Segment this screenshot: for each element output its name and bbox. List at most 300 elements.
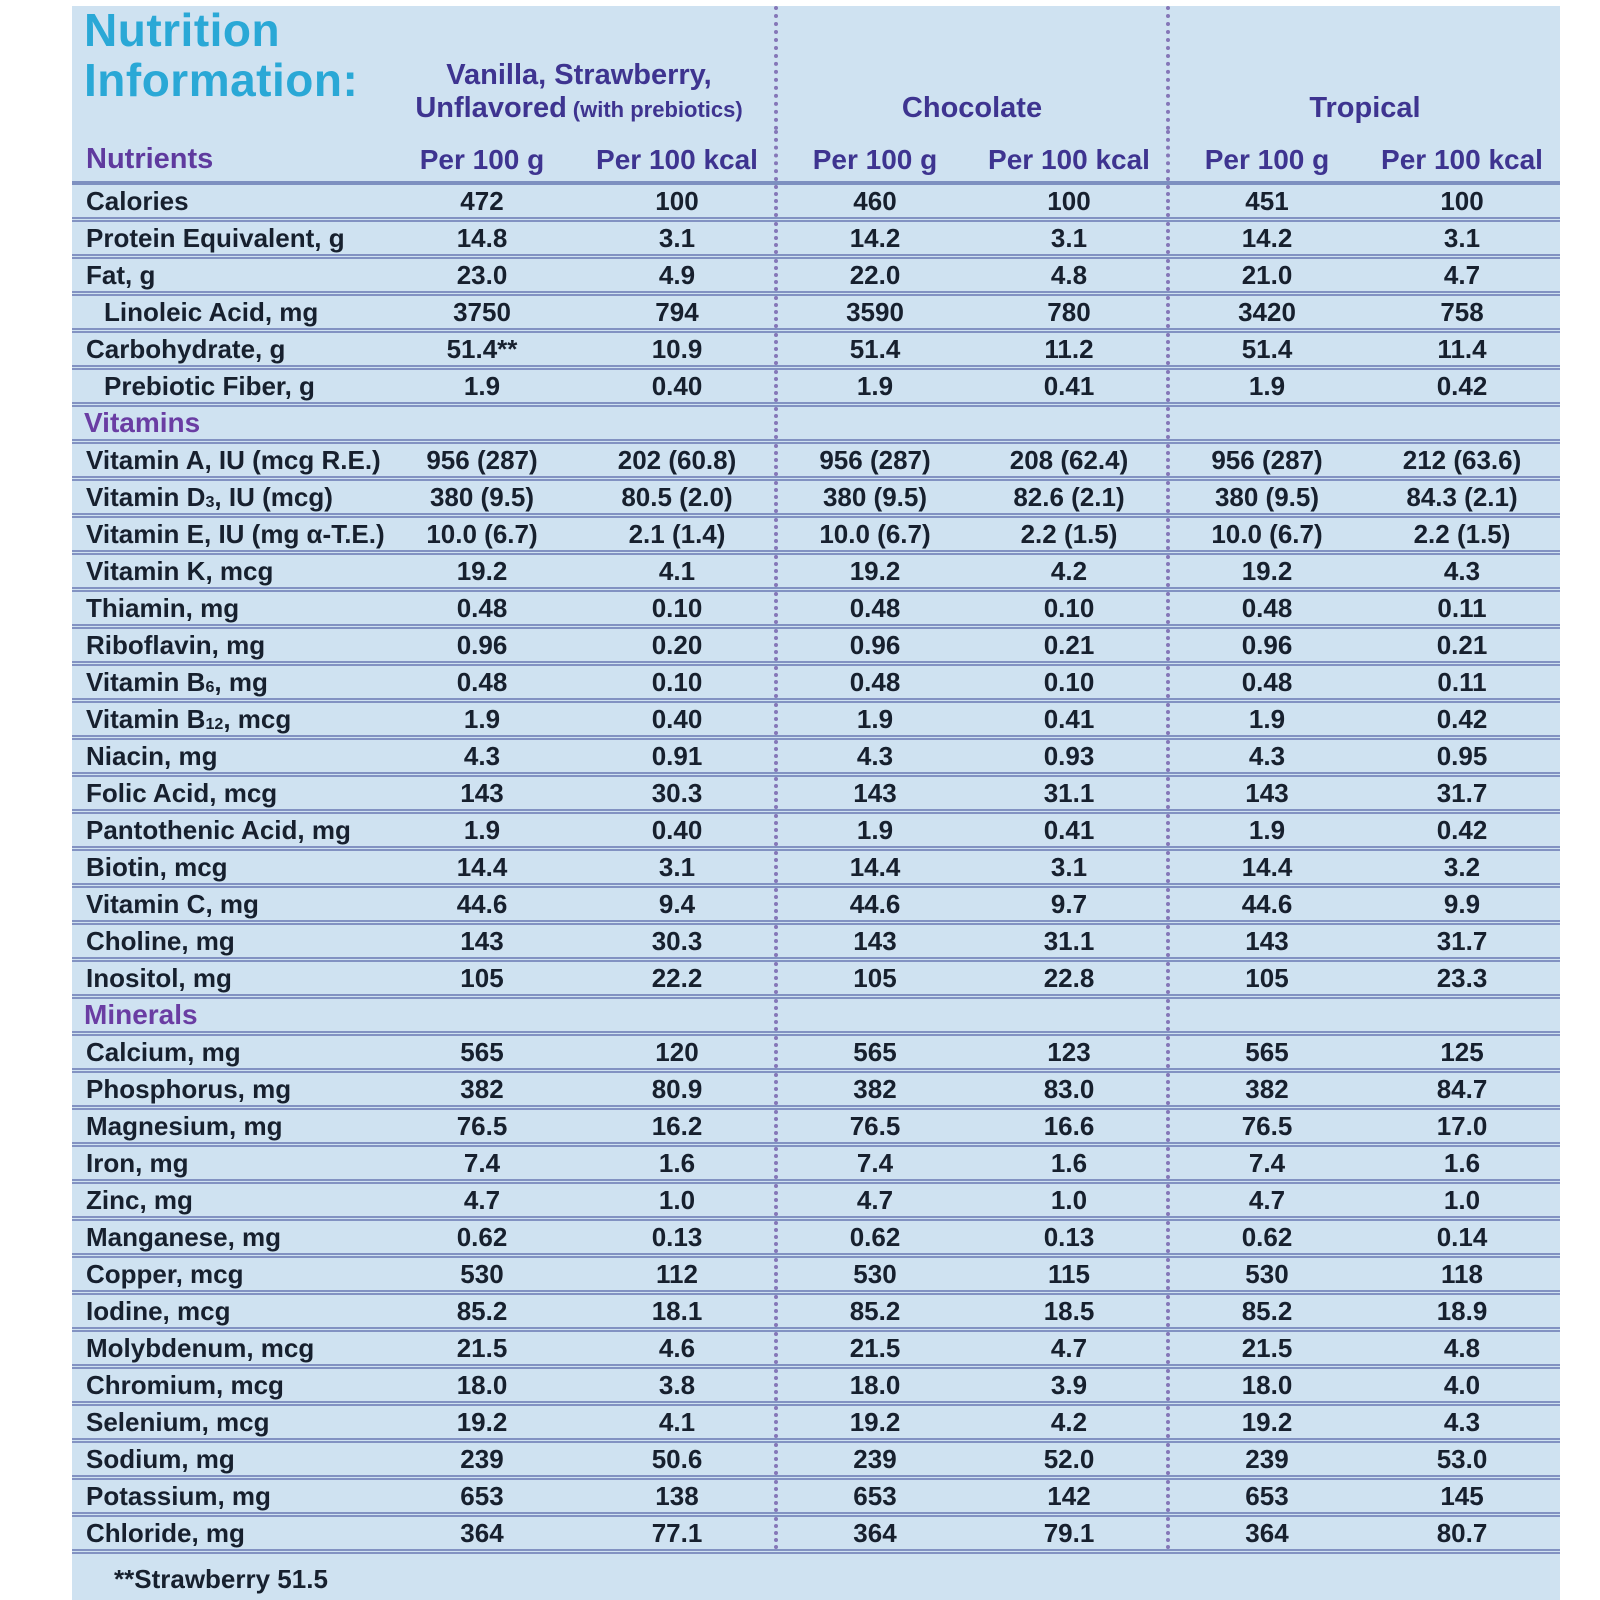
value-cell: 31.1: [972, 923, 1168, 960]
table-row: [72, 775, 1560, 812]
nutrient-label: Chromium, mcg: [72, 1367, 384, 1404]
nutrient-label: Vitamin A, IU (mcg R.E.): [72, 442, 384, 479]
value-cell: 19.2: [384, 1404, 580, 1441]
value-cell: 4.8: [1364, 1330, 1560, 1367]
section-spacer: [384, 997, 776, 1034]
group-header-row: [72, 6, 1560, 130]
value-cell: 10.0 (6.7): [1168, 516, 1364, 553]
value-cell: 31.7: [1364, 775, 1560, 812]
table-body: [72, 183, 1560, 1552]
value-cell: 208 (62.4): [972, 442, 1168, 479]
value-cell: 364: [776, 1515, 972, 1552]
value-cell: 0.48: [1168, 590, 1364, 627]
table-row: [72, 701, 1560, 738]
value-cell: 239: [384, 1441, 580, 1478]
value-cell: 565: [384, 1034, 580, 1071]
value-cell: 18.9: [1364, 1293, 1560, 1330]
nutrient-label: Riboflavin, mg: [72, 627, 384, 664]
value-cell: 77.1: [580, 1515, 776, 1552]
value-cell: 17.0: [1364, 1108, 1560, 1145]
value-cell: 115: [972, 1256, 1168, 1293]
value-cell: 125: [1364, 1034, 1560, 1071]
value-cell: 0.62: [1168, 1219, 1364, 1256]
nutrient-label: Niacin, mg: [72, 738, 384, 775]
value-cell: 7.4: [1168, 1145, 1364, 1182]
table-row: [72, 1034, 1560, 1071]
value-cell: 1.9: [776, 368, 972, 405]
value-cell: 76.5: [384, 1108, 580, 1145]
value-cell: 143: [1168, 775, 1364, 812]
value-cell: 364: [384, 1515, 580, 1552]
table-row: [72, 1108, 1560, 1145]
value-cell: 4.3: [1364, 1404, 1560, 1441]
value-cell: 3.1: [580, 849, 776, 886]
nutrient-label: Protein Equivalent, g: [72, 220, 384, 257]
section-spacer: [384, 405, 776, 442]
value-cell: 3.1: [1364, 220, 1560, 257]
value-cell: 21.0: [1168, 257, 1364, 294]
value-cell: 1.0: [1364, 1182, 1560, 1219]
value-cell: 10.0 (6.7): [384, 516, 580, 553]
value-cell: 9.9: [1364, 886, 1560, 923]
value-cell: 3590: [776, 294, 972, 331]
page-title-line2: Information:: [84, 53, 359, 106]
value-cell: 19.2: [776, 1404, 972, 1441]
nutrient-label: Choline, mg: [72, 923, 384, 960]
value-cell: 3420: [1168, 294, 1364, 331]
nutrient-label: Vitamin $B_{12}$, mcg: [72, 701, 384, 738]
nutrient-label: Prebiotic Fiber, g: [72, 368, 384, 405]
value-cell: 19.2: [384, 553, 580, 590]
value-cell: 14.8: [384, 220, 580, 257]
section-spacer: [1168, 405, 1560, 442]
value-cell: 16.6: [972, 1108, 1168, 1145]
value-cell: 0.41: [972, 368, 1168, 405]
value-cell: 82.6 (2.1): [972, 479, 1168, 516]
value-cell: 0.41: [972, 812, 1168, 849]
value-cell: 1.9: [384, 368, 580, 405]
section-label: Minerals: [72, 997, 384, 1034]
value-cell: 11.2: [972, 331, 1168, 368]
value-cell: 105: [776, 960, 972, 997]
value-cell: 4.7: [972, 1330, 1168, 1367]
value-cell: 2.2 (1.5): [972, 516, 1168, 553]
title-cell: [72, 6, 384, 130]
nutrient-label: Linoleic Acid, mg: [72, 294, 384, 331]
value-cell: 1.9: [384, 812, 580, 849]
nutrient-label: Vitamin E, IU (mg α-T.E.): [72, 516, 384, 553]
value-cell: 7.4: [776, 1145, 972, 1182]
value-cell: 44.6: [776, 886, 972, 923]
value-cell: 53.0: [1364, 1441, 1560, 1478]
table-row: [72, 1293, 1560, 1330]
value-cell: 23.0: [384, 257, 580, 294]
group-header-tropical: [1168, 6, 1560, 130]
table-row: [72, 516, 1560, 553]
value-cell: 21.5: [384, 1330, 580, 1367]
value-cell: 239: [776, 1441, 972, 1478]
value-cell: 0.13: [972, 1219, 1168, 1256]
nutrient-label: Thiamin, mg: [72, 590, 384, 627]
nutrient-label: Iodine, mcg: [72, 1293, 384, 1330]
nutrient-label: Vitamin K, mcg: [72, 553, 384, 590]
value-cell: 3.2: [1364, 849, 1560, 886]
value-cell: 1.6: [1364, 1145, 1560, 1182]
value-cell: 4.1: [580, 1404, 776, 1441]
section-row: [72, 405, 1560, 442]
value-cell: 22.8: [972, 960, 1168, 997]
value-cell: 30.3: [580, 775, 776, 812]
nutrient-label: Chloride, mg: [72, 1515, 384, 1552]
value-cell: 19.2: [1168, 1404, 1364, 1441]
value-cell: 3.1: [580, 220, 776, 257]
table-row: [72, 1330, 1560, 1367]
nutrient-label: Phosphorus, mg: [72, 1071, 384, 1108]
value-cell: 4.1: [580, 553, 776, 590]
group-name-unflavored: Unflavored: [415, 91, 567, 124]
nutrient-label: Zinc, mg: [72, 1182, 384, 1219]
table-row: [72, 627, 1560, 664]
value-cell: 18.1: [580, 1293, 776, 1330]
value-cell: 118: [1364, 1256, 1560, 1293]
value-cell: 79.1: [972, 1515, 1168, 1552]
table-row: [72, 590, 1560, 627]
table-row: [72, 1367, 1560, 1404]
value-cell: 80.7: [1364, 1515, 1560, 1552]
column-header-per100g-chocolate: Per 100 g: [776, 130, 972, 183]
value-cell: 85.2: [776, 1293, 972, 1330]
value-cell: 18.0: [1168, 1367, 1364, 1404]
table-row: [72, 1404, 1560, 1441]
value-cell: 956 (287): [384, 442, 580, 479]
value-cell: 0.13: [580, 1219, 776, 1256]
table-row: [72, 183, 1560, 220]
value-cell: 51.4**: [384, 331, 580, 368]
value-cell: 4.3: [384, 738, 580, 775]
value-cell: 0.11: [1364, 590, 1560, 627]
value-cell: 143: [776, 923, 972, 960]
value-cell: 530: [776, 1256, 972, 1293]
table-row: [72, 886, 1560, 923]
column-header-per100kcal-chocolate: Per 100 kcal: [972, 130, 1168, 183]
nutrient-label: Biotin, mcg: [72, 849, 384, 886]
value-cell: 0.48: [1168, 664, 1364, 701]
value-cell: 10.0 (6.7): [776, 516, 972, 553]
value-cell: 4.7: [1168, 1182, 1364, 1219]
value-cell: 1.9: [384, 701, 580, 738]
table-row: [72, 849, 1560, 886]
nutrient-label: Calories: [72, 183, 384, 220]
value-cell: 472: [384, 183, 580, 220]
value-cell: 0.20: [580, 627, 776, 664]
value-cell: 18.0: [776, 1367, 972, 1404]
value-cell: 1.6: [580, 1145, 776, 1182]
value-cell: 85.2: [384, 1293, 580, 1330]
value-cell: 80.5 (2.0): [580, 479, 776, 516]
value-cell: 460: [776, 183, 972, 220]
value-cell: 0.93: [972, 738, 1168, 775]
value-cell: 382: [776, 1071, 972, 1108]
table-row: [72, 960, 1560, 997]
value-cell: 84.7: [1364, 1071, 1560, 1108]
value-cell: 4.9: [580, 257, 776, 294]
value-cell: 4.7: [1364, 257, 1560, 294]
value-cell: 0.21: [972, 627, 1168, 664]
value-cell: 10.9: [580, 331, 776, 368]
footnote-strawberry: **Strawberry 51.5: [114, 1564, 328, 1594]
value-cell: 4.3: [1168, 738, 1364, 775]
table-header: [72, 6, 1560, 183]
table-row: [72, 1515, 1560, 1552]
page-title: [72, 6, 384, 105]
table-row: [72, 331, 1560, 368]
table-row: [72, 738, 1560, 775]
value-cell: 530: [1168, 1256, 1364, 1293]
value-cell: 14.2: [776, 220, 972, 257]
nutrient-label: Molybdenum, mcg: [72, 1330, 384, 1367]
value-cell: 4.7: [384, 1182, 580, 1219]
value-cell: 0.10: [972, 590, 1168, 627]
table-row: [72, 442, 1560, 479]
value-cell: 0.10: [580, 664, 776, 701]
value-cell: 51.4: [1168, 331, 1364, 368]
value-cell: 0.10: [972, 664, 1168, 701]
table-row: [72, 220, 1560, 257]
value-cell: 112: [580, 1256, 776, 1293]
value-cell: 23.3: [1364, 960, 1560, 997]
value-cell: 2.2 (1.5): [1364, 516, 1560, 553]
value-cell: 4.7: [776, 1182, 972, 1219]
value-cell: 4.3: [776, 738, 972, 775]
value-cell: 21.5: [776, 1330, 972, 1367]
value-cell: 11.4: [1364, 331, 1560, 368]
value-cell: 653: [384, 1478, 580, 1515]
value-cell: 21.5: [1168, 1330, 1364, 1367]
value-cell: 100: [972, 183, 1168, 220]
nutrient-label: Vitamin $D_3$, IU (mcg): [72, 479, 384, 516]
value-cell: 145: [1364, 1478, 1560, 1515]
table-row: [72, 1441, 1560, 1478]
nutrient-label: Vitamin C, mg: [72, 886, 384, 923]
value-cell: 653: [776, 1478, 972, 1515]
value-cell: 380 (9.5): [384, 479, 580, 516]
group-note-prebiotics: (with prebiotics): [572, 96, 743, 122]
value-cell: 19.2: [776, 553, 972, 590]
nutrient-label: Potassium, mg: [72, 1478, 384, 1515]
value-cell: 382: [384, 1071, 580, 1108]
value-cell: 0.40: [580, 701, 776, 738]
table-row: [72, 1478, 1560, 1515]
value-cell: 758: [1364, 294, 1560, 331]
value-cell: 0.96: [384, 627, 580, 664]
table-row: [72, 479, 1560, 516]
value-cell: 380 (9.5): [1168, 479, 1364, 516]
value-cell: 530: [384, 1256, 580, 1293]
value-cell: 80.9: [580, 1071, 776, 1108]
value-cell: 9.7: [972, 886, 1168, 923]
value-cell: 0.40: [580, 368, 776, 405]
column-header-per100kcal-vanilla: Per 100 kcal: [580, 130, 776, 183]
nutrient-label: Selenium, mcg: [72, 1404, 384, 1441]
value-cell: 0.10: [580, 590, 776, 627]
value-cell: 0.62: [776, 1219, 972, 1256]
value-cell: 84.3 (2.1): [1364, 479, 1560, 516]
value-cell: 0.95: [1364, 738, 1560, 775]
nutrient-label: Inositol, mg: [72, 960, 384, 997]
value-cell: 16.2: [580, 1108, 776, 1145]
value-cell: 565: [776, 1034, 972, 1071]
value-cell: 0.40: [580, 812, 776, 849]
value-cell: 0.21: [1364, 627, 1560, 664]
value-cell: 364: [1168, 1515, 1364, 1552]
value-cell: 18.0: [384, 1367, 580, 1404]
value-cell: 143: [384, 923, 580, 960]
value-cell: 100: [580, 183, 776, 220]
value-cell: 653: [1168, 1478, 1364, 1515]
section-row: [72, 997, 1560, 1034]
value-cell: 142: [972, 1478, 1168, 1515]
value-cell: 1.0: [972, 1182, 1168, 1219]
nutrient-label: Magnesium, mg: [72, 1108, 384, 1145]
table-row: [72, 1256, 1560, 1293]
value-cell: 9.4: [580, 886, 776, 923]
value-cell: 794: [580, 294, 776, 331]
table-row: [72, 553, 1560, 590]
value-cell: 0.96: [776, 627, 972, 664]
value-cell: 120: [580, 1034, 776, 1071]
value-cell: 14.4: [384, 849, 580, 886]
nutrition-table-panel: [72, 6, 1560, 1600]
column-header-nutrients: Nutrients: [72, 130, 384, 183]
value-cell: 44.6: [384, 886, 580, 923]
value-cell: 76.5: [1168, 1108, 1364, 1145]
value-cell: 19.2: [1168, 553, 1364, 590]
value-cell: 30.3: [580, 923, 776, 960]
value-cell: 0.11: [1364, 664, 1560, 701]
value-cell: 123: [972, 1034, 1168, 1071]
value-cell: 0.41: [972, 701, 1168, 738]
value-cell: 3.1: [972, 220, 1168, 257]
value-cell: 1.0: [580, 1182, 776, 1219]
section-label: Vitamins: [72, 405, 384, 442]
table-row: [72, 923, 1560, 960]
nutrient-label: Vitamin $B_6$, mg: [72, 664, 384, 701]
value-cell: 565: [1168, 1034, 1364, 1071]
value-cell: 4.2: [972, 1404, 1168, 1441]
value-cell: 380 (9.5): [776, 479, 972, 516]
nutrient-label: Fat, g: [72, 257, 384, 294]
value-cell: 44.6: [1168, 886, 1364, 923]
value-cell: 451: [1168, 183, 1364, 220]
value-cell: 143: [776, 775, 972, 812]
value-cell: 202 (60.8): [580, 442, 776, 479]
value-cell: 0.42: [1364, 368, 1560, 405]
value-cell: 1.9: [776, 812, 972, 849]
group-header-vanilla-strawberry-unflavored: [384, 6, 776, 130]
nutrient-label: Sodium, mg: [72, 1441, 384, 1478]
value-cell: 31.7: [1364, 923, 1560, 960]
nutrient-label: Calcium, mg: [72, 1034, 384, 1071]
value-cell: 382: [1168, 1071, 1364, 1108]
value-cell: 1.6: [972, 1145, 1168, 1182]
section-spacer: [776, 405, 1168, 442]
value-cell: 14.4: [1168, 849, 1364, 886]
nutrition-table: [72, 6, 1560, 1554]
value-cell: 0.14: [1364, 1219, 1560, 1256]
value-cell: 4.0: [1364, 1367, 1560, 1404]
value-cell: 83.0: [972, 1071, 1168, 1108]
value-cell: 14.2: [1168, 220, 1364, 257]
value-cell: 780: [972, 294, 1168, 331]
value-cell: 0.48: [384, 590, 580, 627]
column-header-per100kcal-tropical: Per 100 kcal: [1364, 130, 1560, 183]
value-cell: 31.1: [972, 775, 1168, 812]
value-cell: 3.1: [972, 849, 1168, 886]
value-cell: 0.96: [1168, 627, 1364, 664]
column-header-per100g-vanilla: Per 100 g: [384, 130, 580, 183]
value-cell: 0.48: [384, 664, 580, 701]
nutrient-label: Pantothenic Acid, mg: [72, 812, 384, 849]
table-row: [72, 812, 1560, 849]
value-cell: 85.2: [1168, 1293, 1364, 1330]
value-cell: 212 (63.6): [1364, 442, 1560, 479]
value-cell: 143: [384, 775, 580, 812]
value-cell: 3.8: [580, 1367, 776, 1404]
value-cell: 0.62: [384, 1219, 580, 1256]
column-header-per100g-tropical: Per 100 g: [1168, 130, 1364, 183]
group-header-chocolate: [776, 6, 1168, 130]
value-cell: 100: [1364, 183, 1560, 220]
table-row: [72, 368, 1560, 405]
page-title-line1: Nutrition: [84, 4, 281, 56]
table-row: [72, 1182, 1560, 1219]
table-row: [72, 294, 1560, 331]
section-spacer: [776, 997, 1168, 1034]
value-cell: 4.2: [972, 553, 1168, 590]
value-cell: 2.1 (1.4): [580, 516, 776, 553]
value-cell: 956 (287): [1168, 442, 1364, 479]
value-cell: 956 (287): [776, 442, 972, 479]
value-cell: 52.0: [972, 1441, 1168, 1478]
value-cell: 22.0: [776, 257, 972, 294]
section-spacer: [1168, 997, 1560, 1034]
table-row: [72, 257, 1560, 294]
nutrient-label: Manganese, mg: [72, 1219, 384, 1256]
value-cell: 239: [1168, 1441, 1364, 1478]
value-cell: 143: [1168, 923, 1364, 960]
group-name-line1: Vanilla, Strawberry,: [446, 59, 712, 92]
table-row: [72, 1071, 1560, 1108]
value-cell: 4.6: [580, 1330, 776, 1367]
table-row: [72, 664, 1560, 701]
value-cell: 1.9: [1168, 812, 1364, 849]
value-cell: 0.42: [1364, 701, 1560, 738]
nutrient-label: Iron, mg: [72, 1145, 384, 1182]
value-cell: 22.2: [580, 960, 776, 997]
value-cell: 7.4: [384, 1145, 580, 1182]
value-cell: 138: [580, 1478, 776, 1515]
value-cell: 0.42: [1364, 812, 1560, 849]
group-name-chocolate: Chocolate: [901, 91, 1043, 124]
nutrient-label: Folic Acid, mcg: [72, 775, 384, 812]
value-cell: 51.4: [776, 331, 972, 368]
value-cell: 76.5: [776, 1108, 972, 1145]
table-row: [72, 1145, 1560, 1182]
value-cell: 0.91: [580, 738, 776, 775]
value-cell: 105: [384, 960, 580, 997]
value-cell: 0.48: [776, 590, 972, 627]
value-cell: 1.9: [1168, 701, 1364, 738]
